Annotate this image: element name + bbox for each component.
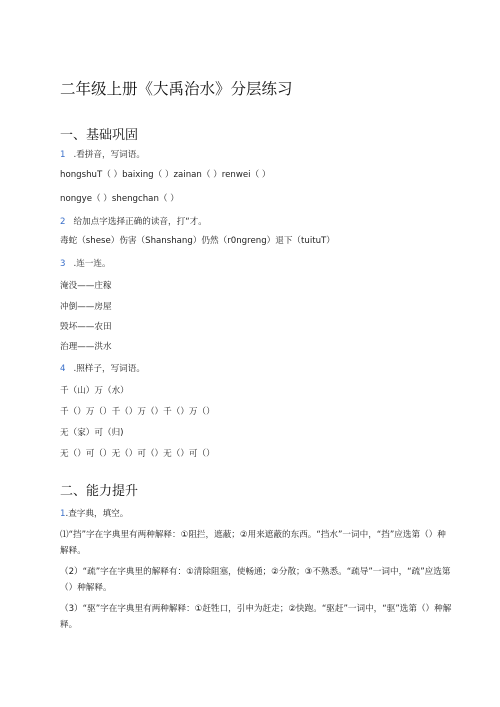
- question-prompt: .查字典，填空。: [65, 509, 129, 519]
- match-pair: 毁坏——农田: [60, 322, 112, 332]
- pattern-line: 无（）可（）无（）可（）无（）可（）: [60, 449, 215, 459]
- question-number: 1: [60, 150, 66, 160]
- question-number: 4: [60, 364, 66, 374]
- pattern-line: 千（）万（）千（）万（）千（）万（）: [60, 407, 215, 417]
- match-pair: 治理——洪水: [60, 342, 112, 352]
- question-5: [60, 509, 128, 520]
- pattern-line: 千（山）万（水）: [60, 386, 129, 396]
- pattern-line: 无（家）可（归): [60, 428, 124, 438]
- question-4: [60, 364, 145, 375]
- match-pair: 冲倒——房屋: [60, 302, 112, 312]
- question-prompt: 给加点字选择正确的读音，打“才。: [73, 217, 207, 227]
- question-2: [60, 217, 207, 228]
- page-title: 二年级上册《大禹治水》分层练习: [60, 80, 293, 98]
- pinyin-line-2: nongye（ ）shengchan（ ）: [60, 194, 179, 204]
- question-prompt: .看拼音，写词语。: [73, 150, 145, 160]
- dictionary-item: （3）“驱”字在字典里有两种解释：①赶牲口，引申为赶走；②快跑。“驱赶”一词中，“驱”选第（）种解释。: [60, 604, 452, 630]
- question-3: [60, 259, 111, 270]
- pinyin-line-1: hongshuT（ ）baixing（ ）zainan（ ）renwei（ ）: [60, 170, 271, 180]
- section-heading-advanced: 二、能力提升: [60, 484, 139, 499]
- dictionary-item: ⑴“挡”字在字典里有两种解释：①阻拦，遮蔽；②用来遮蔽的东西。“挡水”一词中，“挡”应选第（）种解释。: [60, 530, 446, 556]
- question-number: 3: [60, 259, 66, 269]
- section-heading-basic: 一、基础巩固: [60, 128, 139, 143]
- dictionary-item: （2）“疏”字在字典里的解释有：①清除阻塞，使畅通；②分散；③不熟悉。“疏导”一词中，“疏”应选第（）种解释。: [60, 567, 451, 593]
- question-prompt: .照样子，写词语。: [73, 364, 145, 374]
- match-pair: 淹没——庄稼: [60, 281, 112, 291]
- question-number: 1: [60, 509, 66, 519]
- question-prompt: .连一连。: [73, 259, 111, 269]
- question-number: 2: [60, 217, 66, 227]
- pronunciation-line: 毒蛇（shese）伤害（Shanshang）仍然（r0ngreng）退下（tuituT）: [60, 236, 335, 246]
- question-1: [60, 150, 145, 161]
